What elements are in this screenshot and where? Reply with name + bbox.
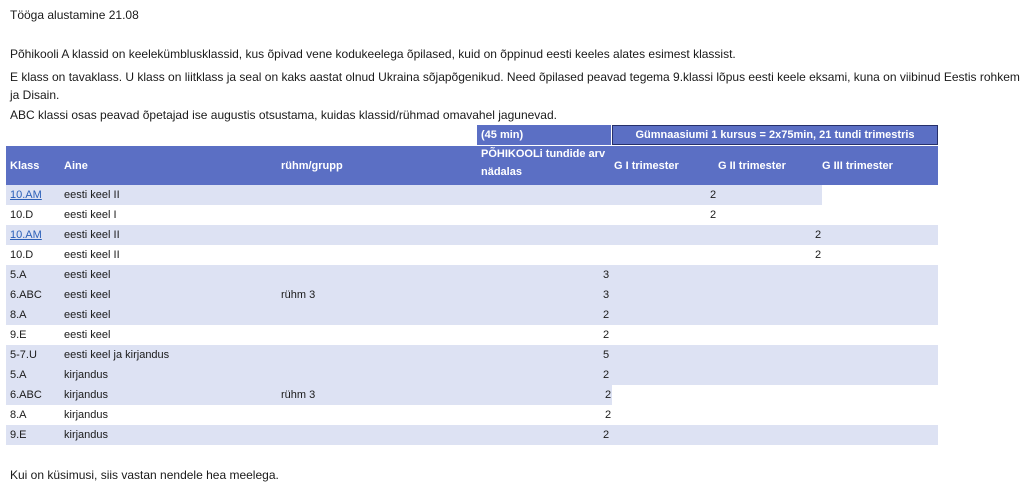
paragraph-a-classes: Põhikooli A klassid on keelekümblusklassid, kus õpivad vene kodukeelega õpilased, kuid on õppinud eesti keeles alates esimest klassist. bbox=[10, 47, 736, 61]
g3-value: 2 bbox=[815, 229, 822, 241]
col-header-klass: Klass bbox=[10, 160, 40, 172]
top-header-gymnasium bbox=[612, 125, 938, 145]
row-band bbox=[6, 225, 938, 245]
row-band bbox=[6, 425, 938, 445]
footer-note: Kui on küsimusi, siis vastan nendele hea meelega. bbox=[10, 468, 279, 482]
class-link-10am[interactable]: 10.AM bbox=[10, 189, 42, 201]
subject-cell: eesti keel bbox=[64, 289, 111, 301]
col-header-pohikool-line1: PÕHIKOOLi tundide arv bbox=[481, 148, 606, 160]
pohikool-hours-value: 3 bbox=[603, 289, 610, 301]
subject-cell: kirjandus bbox=[64, 369, 109, 381]
col-header-ryhm: rühm/grupp bbox=[281, 160, 343, 172]
class-cell: 9.E bbox=[10, 429, 27, 441]
g2-value: 2 bbox=[710, 189, 717, 201]
pohikool-hours-value: 2 bbox=[603, 309, 610, 321]
class-cell: 5.A bbox=[10, 369, 27, 381]
group-cell: rühm 3 bbox=[281, 389, 316, 401]
g2-value: 2 bbox=[710, 209, 717, 221]
class-cell: 5.A bbox=[10, 269, 27, 281]
subject-cell: eesti keel II bbox=[64, 249, 120, 261]
col-header-g2: G II trimester bbox=[718, 160, 786, 172]
paragraph-e-u-classes-line2: ja Disain. bbox=[10, 88, 60, 102]
class-cell: 10.D bbox=[10, 209, 34, 221]
g3-value: 2 bbox=[815, 249, 822, 261]
subject-cell: eesti keel ja kirjandus bbox=[64, 349, 170, 361]
class-link-10am[interactable]: 10.AM bbox=[10, 229, 42, 241]
pohikool-hours-value: 3 bbox=[603, 269, 610, 281]
subject-cell: eesti keel bbox=[64, 309, 111, 321]
group-cell: rühm 3 bbox=[281, 289, 316, 301]
subject-cell: eesti keel bbox=[64, 329, 111, 341]
class-cell: 10.D bbox=[10, 249, 34, 261]
class-cell: 8.A bbox=[10, 409, 27, 421]
subject-cell: kirjandus bbox=[64, 389, 109, 401]
class-cell: 6.ABC bbox=[10, 389, 42, 401]
pohikool-hours-value: 5 bbox=[603, 349, 610, 361]
pohikool-hours-value: 2 bbox=[603, 429, 610, 441]
col-header-aine: Aine bbox=[64, 160, 88, 172]
class-cell: 6.ABC bbox=[10, 289, 42, 301]
paragraph-e-u-classes-line1: E klass on tavaklass. U klass on liitklass ja seal on kaks aastat olnud Ukraina sõjapõgenikud. Need õpilased peavad tegema 9.klassi lõpus eesti keele eksami, kuna on viibinud Eestis rohkem bbox=[10, 70, 1020, 84]
subject-cell: kirjandus bbox=[64, 409, 109, 421]
subject-cell: kirjandus bbox=[64, 429, 109, 441]
class-cell: 9.E bbox=[10, 329, 27, 341]
class-cell: 8.A bbox=[10, 309, 27, 321]
pohikool-hours-value: 2 bbox=[603, 329, 610, 341]
subject-cell: eesti keel II bbox=[64, 189, 120, 201]
subject-cell: eesti keel I bbox=[64, 209, 117, 221]
class-cell: 5-7.U bbox=[10, 349, 37, 361]
top-header-45min: (45 min) bbox=[481, 129, 524, 141]
document-heading: Tööga alustamine 21.08 bbox=[10, 8, 139, 22]
row-band bbox=[6, 265, 938, 325]
table-header-row bbox=[6, 146, 938, 185]
pohikool-hours-value: 2 bbox=[603, 369, 610, 381]
pohikool-hours-value: 2 bbox=[605, 409, 612, 421]
paragraph-abc-classes: ABC klassi osas peavad õpetajad ise augustis otsustama, kuidas klassid/rühmad omavahel jagunevad. bbox=[10, 108, 557, 122]
col-header-g1: G I trimester bbox=[614, 160, 679, 172]
col-header-g3: G III trimester bbox=[822, 160, 893, 172]
pohikool-hours-value: 2 bbox=[605, 389, 612, 401]
subject-cell: eesti keel bbox=[64, 269, 111, 281]
gymnasium-course-label: Gümnaasiumi 1 kursus = 2x75min, 21 tundi trimestris bbox=[635, 129, 915, 141]
col-header-pohikool-line2: nädalas bbox=[481, 166, 522, 178]
subject-cell: eesti keel II bbox=[64, 229, 120, 241]
row-band bbox=[6, 185, 822, 205]
